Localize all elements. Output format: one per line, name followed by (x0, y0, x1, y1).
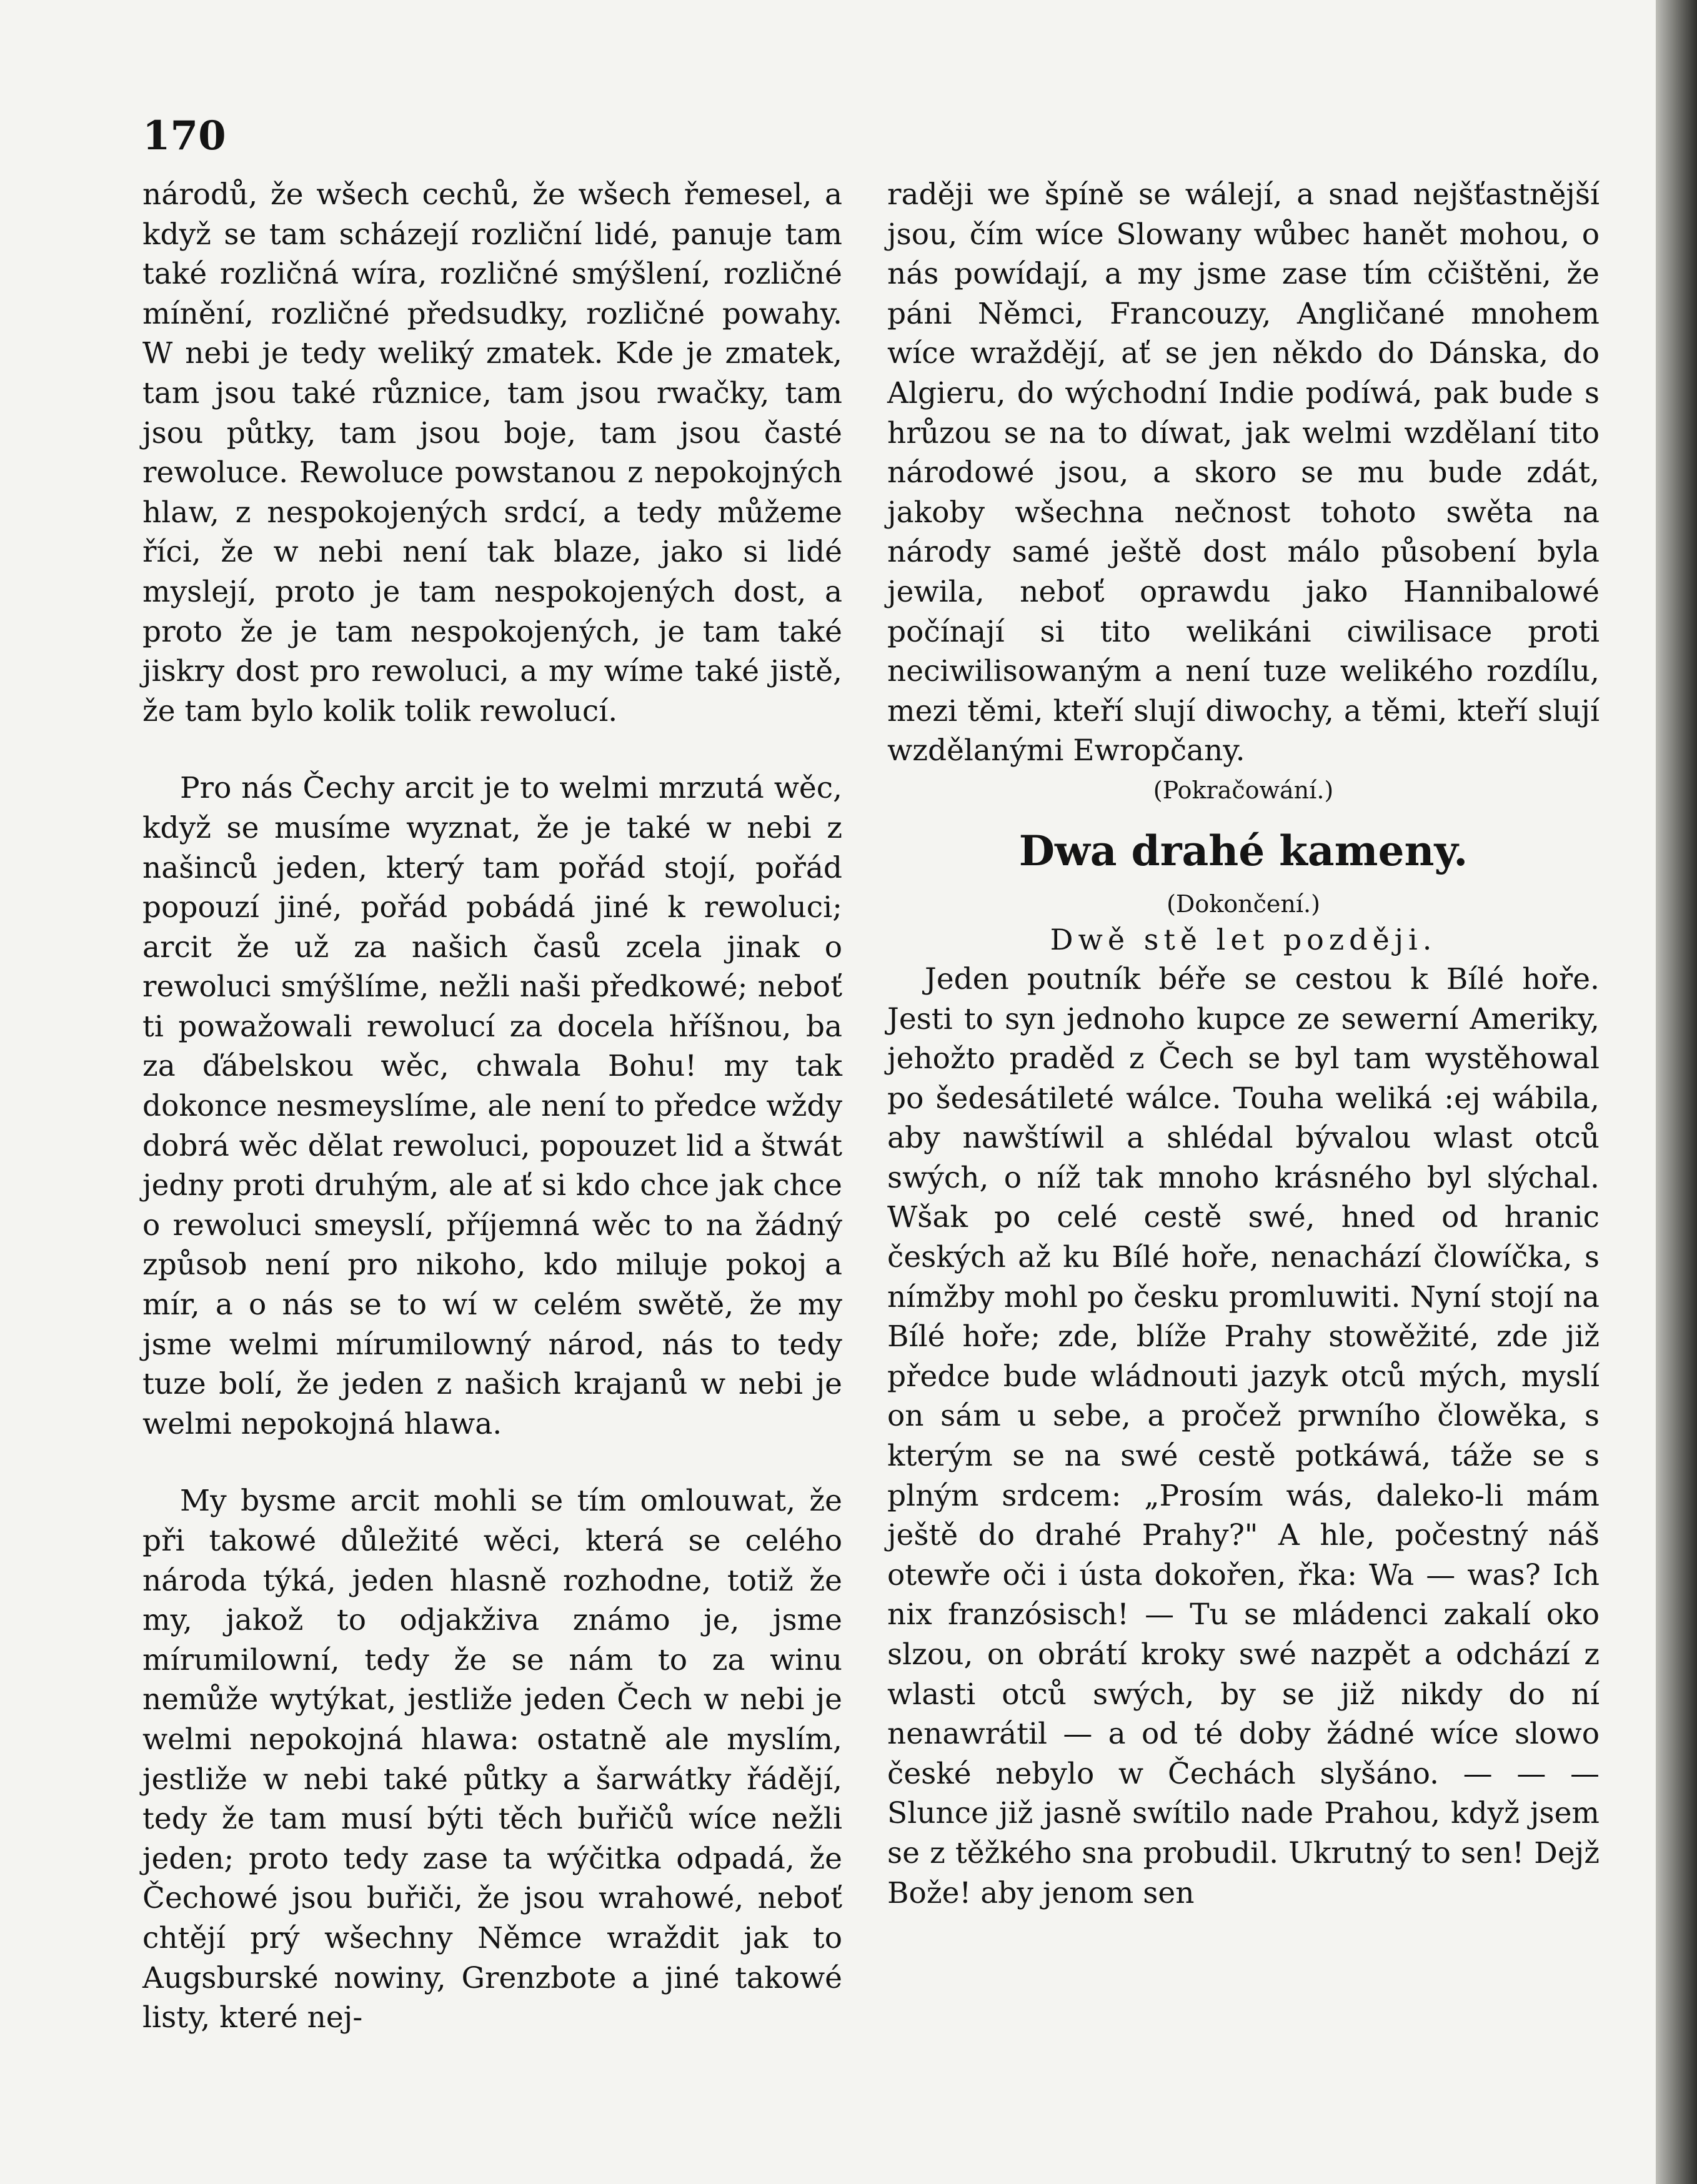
page-number: 170 (142, 112, 226, 159)
bleed-through-text (675, 125, 684, 159)
section-subheading: Dwě stě let později. (1050, 922, 1437, 956)
left-paragraph-3: My bysme arcit mohli se tím omlouwat, že při takowé důležité wěci, která se celého národa týká, jeden hlasně rozhodne, totiž že my, jakož to odjakživa známo je, jsme mírumilowní, tedy že se nám to za winu nemůže wytýkat, jestliže jeden Čech w nebi je welmi nepokojná hlawa: ostatně ale myslím, jestliže w nebi také půtky a šarwátky řádějí, tedy že tam musí býti těch buřičů wíce nežli jeden; proto tedy zase ta wýčitka odpadá, že Čechowé jsou buřiči, že jsou wrahowé, neboť chtějí prý wšechny Němce wraždit jak to Augsburské nowiny, Grenzbote a jiné takowé listy, které nej- (142, 1484, 842, 2035)
right-column (887, 175, 1600, 1913)
left-column (142, 175, 842, 2038)
left-paragraph-2: Pro nás Čechy arcit je to welmi mrzutá wěc, když se musíme wyznat, že je také w nebi z našinců jeden, který tam pořád stojí, pořád popouzí jiné, pořád pobádá jiné k rewoluci; arcit že už za našich časů zcela jinak o rewoluci smýšlíme, nežli naši předkowé; neboť ti powažowali rewolucí za docela hříšnou, ba za ďábelskou wěc, chwala Bohu! my tak dokonce nesmeyslíme, ale není to předce wždy dobrá wěc dělat rewoluci, popouzet lid a štwát jedny proti druhým, ale ať si kdo chce jak chce o rewoluci smeyslí, příjemná wěc to na žádný způsob není pro nikoho, kdo miluje pokoj a mír, a o nás se to wí w celém swětě, že my jsme welmi mírumilowný národ, nás to tedy tuze bolí, že jeden z našich krajanů w nebi je welmi nepokojná hlawa. (142, 771, 842, 1441)
continued-note: (Pokračowání.) (1153, 776, 1334, 804)
right-body-paragraph: Jeden poutník béře se cestou k Bílé hoře. Jesti to syn jednoho kupce ze sewerní Ameriky, jehožto praděd z Čech se byl tam wystěhowal po šedesátileté wálce. Touha weliká :ej wábila, aby nawštíwil a shlédal bývalou wlast otců swých, o níž tak mnoho krásného byl slýchal. Wšak po celé cestě swé, hned od hranic českých až ku Bílé hoře, nenachází člowíčka, s nímžby mohl po česku promluwiti. Nyní stojí na Bílé hoře; zde, blíže Prahy stowěžité, zde již předce bude wládnouti jazyk otců mých, myslí on sám u sebe, a pročež prwního člowěka, s kterým se na swé cestě potkáwá, táže se s plným srdcem: „Prosím wás, daleko-li mám ještě do drahé Prahy?" A hle, počestný náš otewře oči i ústa dokořen, řka: Wa — was? Ich nix franzósisch! — Tu se mládenci zakalí oko slzou, on obrátí kroky swé nazpět a odchází z wlasti otců swých, by se již nikdy do ní nenawrátil — a od té doby žádné wíce slowo české nebylo w Čechách slyšáno. — — — Slunce již jasně swítilo nade Prahou, když jsem se z těžkého sna probudil. Ukrutný to sen! Dejž Bože! aby jenom sen (887, 961, 1600, 1910)
right-intro-paragraph: raději we špíně se wálejí, a snad nejšťastnější jsou, čím wíce Slowany wůbec hanět mohou, o nás powídají, a my jsme zase tím cčištěni, že páni Němci, Francouzy, Angličané mnohem wíce wraždějí, ať se jen někdo do Dánska, do Algieru, do wýchodní Indie podíwá, pak bude s hrůzou se na to díwat, jak welmi wzdělaní tito národowé jsou, a skoro se mu bude zdát, jakoby wšechna nečnost tohoto swěta na národy samé ještě dost málo působení byla jewila, neboť oprawdu jako Hannibalowé počínají si tito welikáni ciwilisace proti neciwilisowaným a není tuze welikého rozdílu, mezi těmi, kteří slují diwochy, a těmi, kteří slují wzdělanými Ewropčany. (887, 177, 1600, 768)
article-title: Dwa drahé kameny. (1018, 826, 1468, 875)
page-edge-shadow (1656, 0, 1697, 2184)
left-paragraph-1: národů, že wšech cechů, že wšech řemesel, a když se tam scházejí rozliční lidé, panuje tam také rozličná wíra, rozličné smýšlení, rozličné mínění, rozličné předsudky, rozličné powahy. W nebi je tedy weliký zmatek. Kde je zmatek, tam jsou také různice, tam jsou rwačky, tam jsou půtky, tam jsou boje, tam jsou časté rewoluce. Rewoluce powstanou z nepokojných hlaw, z nespokojených srdcí, a tedy můžeme říci, že w nebi není tak blaze, jako si lidé myslejí, proto je tam nespokojených dost, a proto že je tam nespokojených, je tam také jiskry dost pro rewoluci, a my wíme také jistě, že tam bylo kolik tolik rewolucí. (142, 177, 842, 728)
concluded-note: (Dokončení.) (1167, 890, 1320, 918)
